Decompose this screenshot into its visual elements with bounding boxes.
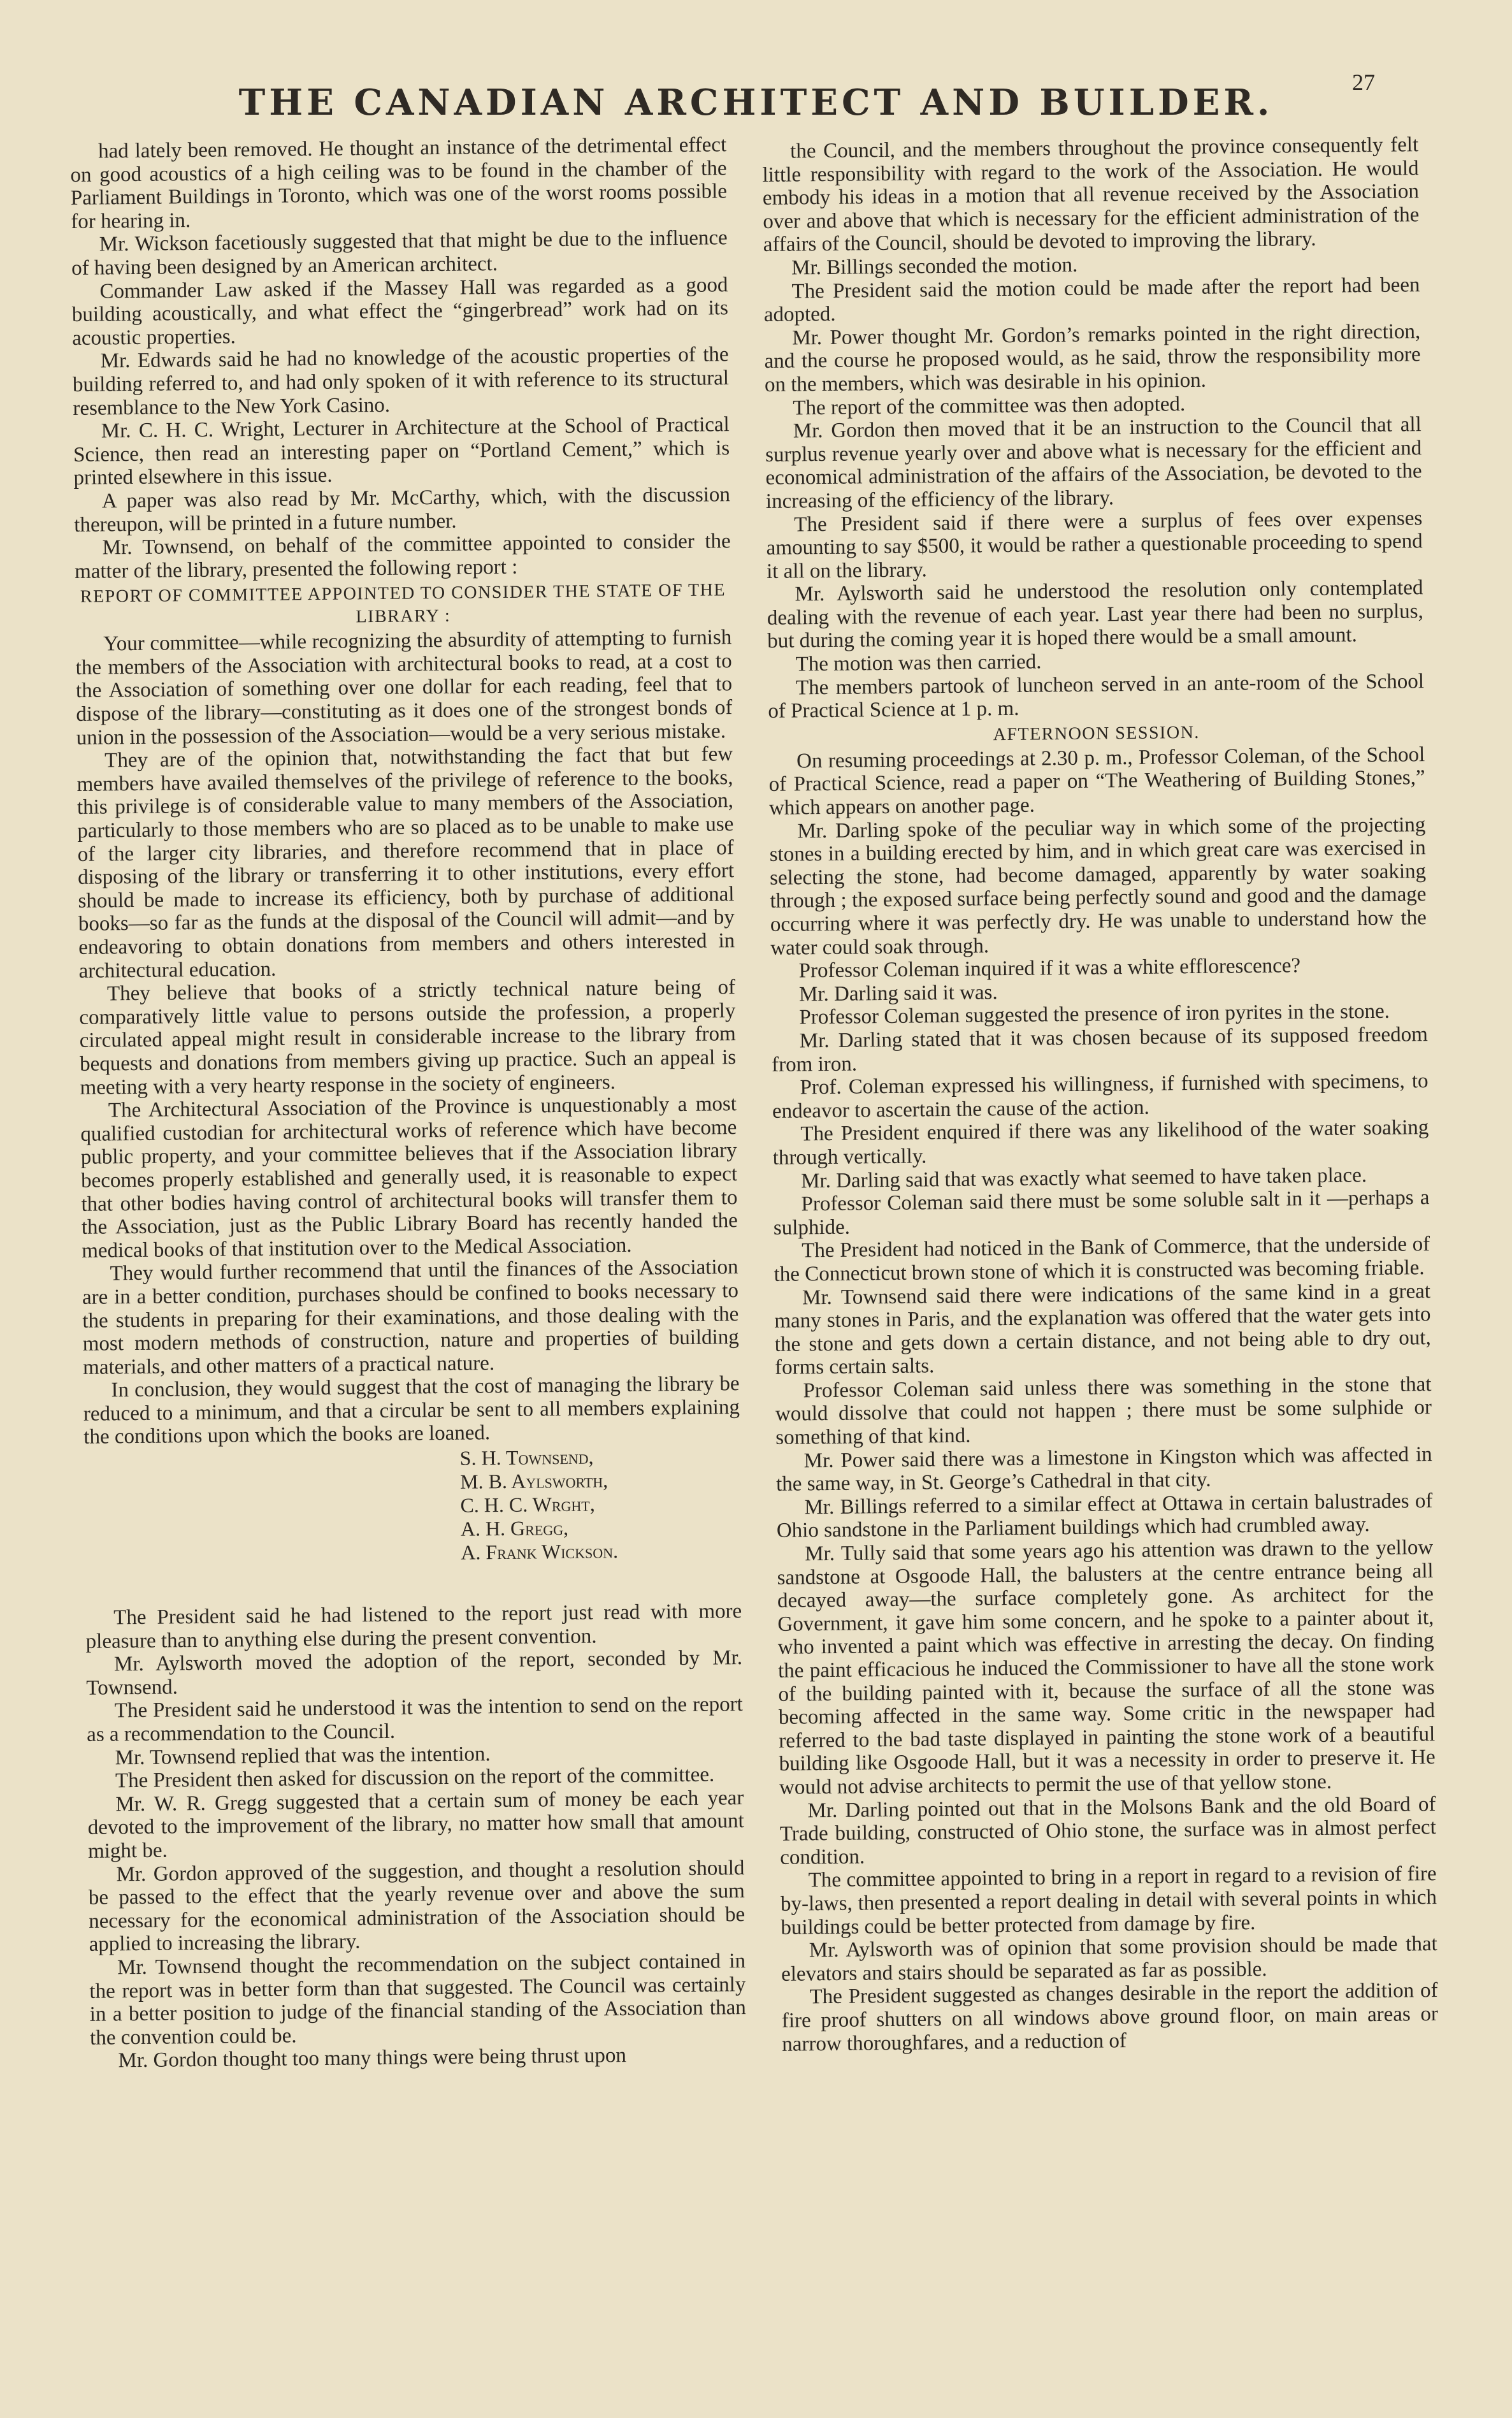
paragraph: Mr. Aylsworth said he understood the resolution only contemplated dealing with the revenue of each year. Last year there had been no surplus, but during the coming year it is hoped there would be a small amount.: [767, 576, 1423, 653]
paragraph: Mr. Darling spoke of the peculiar way in which some of the projecting stones in a building erected by him, and in which great care was exercised in selecting the stone, had become damaged, apparently by water soaking through ; the exposed surface being perfectly sound and good and the damage occurring where it was perfectly dry. He was unable to understand how the water could soak through.: [769, 813, 1427, 960]
paragraph: had lately been removed. He thought an instance of the detrimental effect on good acoustics of a high ceiling was to be found in the chamber of the Parliament Buildings in Toronto, which was one of the worst rooms possible for hearing in.: [70, 133, 728, 233]
paragraph: Mr. Darling pointed out that in the Molsons Bank and the old Board of Trade building, constructed of Ohio stone, the surface was in almost perfect condition.: [779, 1792, 1436, 1869]
discussion-paragraphs: [85, 1600, 747, 2073]
paragraph: The report of the committee was then adopted.: [793, 392, 1186, 420]
paragraph: Professor Coleman suggested the presence of iron pyrites in the stone.: [799, 1000, 1390, 1029]
afternoon-session-heading: AFTERNOON SESSION.: [993, 722, 1200, 745]
paragraph: In conclusion, they would suggest that the cost of managing the library be reduced to a minimum, and that a circular be sent to all members explaining the conditions upon which the books are loaned.: [83, 1372, 740, 1449]
paragraph: The President said the motion could be made after the report had been adopted.: [763, 273, 1420, 327]
paragraph: Mr. Townsend replied that was the intention.: [115, 1742, 491, 1770]
report-body: [75, 626, 740, 1449]
signature-name: A. Frank Wickson.: [461, 1539, 619, 1564]
paragraph: Mr. W. R. Gregg suggested that a certain sum of money be each year devoted to the improvement of the library, no matter how small that amount might be.: [87, 1786, 744, 1863]
paragraph: The Architectural Association of the Province is unquestionably a most qualified custodian for architectural works of reference which have become public property, and your committee believes that if the Association library becomes properly established and generally used, it is reasonable to expect that other bodies having control of architectural books will transfer them to the Association, just as the Public Library Board has recently handed the medical books of that institution over to the Medical Association.: [80, 1092, 738, 1263]
paragraph: A paper was also read by Mr. McCarthy, which, with the discussion thereupon, will be printed in a future number.: [74, 483, 731, 537]
paragraph: Mr. Power thought Mr. Gordon’s remarks pointed in the right direction, and the course he proposed would, as he said, throw the responsibility more on the members, which was desirable in his opinion.: [764, 319, 1421, 396]
paragraph: They believe that books of a strictly technical nature being of comparatively little value to persons outside the profession, a properly circulated appeal might result in considerable increase to the library from bequests and donations from members giving up practice. Such an appeal is meeting with a very hearty response in the society of engineers.: [79, 976, 737, 1099]
paragraph: Mr. Edwards said he had no knowledge of the acoustic properties of the building referred to, and had only spoken of it with reference to its structural resemblance to the New York Casino.: [72, 343, 730, 420]
paragraph: Professor Coleman said there must be some soluble salt in it —perhaps a sulphide.: [773, 1186, 1430, 1240]
paragraph: Mr. Billings referred to a similar effect at Ottawa in certain balustrades of Ohio sandstone in the Parliament buildings which had crumbled away.: [776, 1489, 1433, 1543]
paragraph: Your committee—while recognizing the absurdity of attempting to furnish the members of the Association with architectural books to read, at a cost to the Association of something over one dollar for each reading, feel that to dispose of the library—constituting as it does one of the strongest bonds of union in the possession of the Association—would be a very serious mistake.: [75, 626, 733, 749]
page-number: 27: [1352, 69, 1375, 95]
paragraph: Mr. Tully said that some years ago his attention was drawn to the yellow sandstone at Osgoode Hall, the balusters at the centre entrance being all decayed away—the surface completely gone. As architect for the Government, it gave him some concern, and he spoke to a painter about it, who invented a paint which was effective in arresting the decay. On finding the paint efficacious he induced the Commissioner to have all the stone work of the building painted with it, because the surface of all the stone was becoming affected in the same way. Some critic in the newspaper had referred to the bad taste displayed in painting the stone work of a beautiful building like Osgoode Hall, but it was a necessity in order to preserve it. He would not advise architects to permit the use of that yellow stone.: [777, 1536, 1436, 1799]
paragraph: Mr. Gordon thought too many things were being thrust upon: [118, 2044, 627, 2073]
paragraph: The President said he had listened to the report just read with more pleasure than to anything else during the present convention.: [85, 1600, 742, 1653]
right-column: [762, 133, 1442, 2396]
signature-block: [84, 1444, 742, 1568]
paragraph: Professor Coleman said unless there was something in the stone that would dissolve that could not happen ; there must be some sulphide or something of that kind.: [775, 1372, 1432, 1449]
paragraph: Mr. Power said there was a limestone in Kingston which was affected in the same way, in St. George’s Cathedral in that city.: [775, 1442, 1432, 1496]
paragraph: Mr. Darling stated that it was chosen because of its supposed freedom from iron.: [772, 1023, 1428, 1076]
paragraph: Mr. C. H. C. Wright, Lecturer in Architecture at the School of Practical Science, then read an interesting paper on “Portland Cement,” which is printed elsewhere in this issue.: [73, 413, 730, 490]
paragraph: The President had noticed in the Bank of Commerce, that the underside of the Connecticut brown stone of which it is constructed was becoming friable.: [774, 1233, 1430, 1286]
paragraph: Mr. Aylsworth was of opinion that some provision should be made that elevators and stairs should be separated as far as possible.: [781, 1932, 1437, 1986]
signature-name: C. H. C. Wrght,: [460, 1492, 595, 1517]
paragraph: On resuming proceedings at 2.30 p. m., Professor Coleman, of the School of Practical Science, read a paper on “The Weathering of Building Stones,” which appears on another page.: [768, 743, 1425, 820]
paragraph: Mr. Darling said that was exactly what seemed to have taken place.: [800, 1163, 1367, 1192]
paragraph: The President said if there were a surplus of fees over expenses amounting to say $500, it would be rather a questionable proceeding to spend it all on the library.: [766, 506, 1423, 583]
paragraph: Mr. Aylsworth moved the adoption of the report, seconded by Mr. Townsend.: [86, 1646, 743, 1700]
paragraph: The motion was then carried.: [795, 650, 1042, 676]
paragraph: Professor Coleman inquired if it was a white efflorescence?: [798, 954, 1301, 983]
paragraph: Mr. Townsend said there were indications of the same kind in a great many stones in Paris, and the explanation was offered that the water gets into the stone and gets down a certain distance, and not being able to dry out, forms certain salts.: [774, 1279, 1431, 1380]
paragraph: Mr. Wickson facetiously suggested that that might be due to the influence of having been designed by an American architect.: [71, 226, 728, 280]
paragraph: Mr. Townsend thought the recommendation on the subject contained in the report was in better form than that suggested. The Council was certainly in a better position to judge of the financial standing of the Association than the convention could be.: [89, 1950, 746, 2050]
signature-name: A. H. Gregg,: [460, 1516, 569, 1540]
paragraph: They are of the opinion that, notwithstanding the fact that but few members have availed themselves of the privilege of reference to the books, this privilege is of considerable value to many members of the Association, particularly to those members who are so placed as to be unable to make use of the larger city libraries, and therefore recommend that in place of disposing of the library or transferring it to other institutions, every effort should be made to increase its efficiency, both by purchase of additional books—so far as the funds at the disposal of the Council will admit—and by endeavoring to obtain donations from members and others interested in architectural education.: [76, 742, 735, 983]
paragraph: Mr. Gordon then moved that it be an instruction to the Council that all surplus revenue yearly over and above what is necessary for the efficient and economical administration of the affairs of the Association, be devoted to the increasing of the efficiency of the library.: [765, 413, 1422, 513]
running-title: THE CANADIAN ARCHITECT AND BUILDER.: [238, 82, 1274, 124]
paragraph: Prof. Coleman expressed his willingness, if furnished with specimens, to endeavor to ascertain the cause of the action.: [772, 1069, 1429, 1123]
paragraph: The President then asked for discussion on the report of the committee.: [115, 1763, 715, 1793]
paragraph: The President said he understood it was the intention to send on the report as a recommendation to the Council.: [87, 1693, 743, 1746]
paragraph: The committee appointed to bring in a report in regard to a revision of fire by-laws, then presented a report dealing in detail with several points in which buildings could be better protected from damage by fire.: [780, 1862, 1437, 1939]
paragraph: Mr. Gordon approved of the suggestion, and thought a resolution should be passed to the effect that the yearly revenue over and above the sum necessary for the economical administration of the Association should be applied to increasing the library.: [88, 1856, 745, 1957]
signature-name: S. H. Townsend,: [459, 1445, 594, 1470]
paragraph: Mr. Townsend, on behalf of the committee appointed to consider the matter of the library, presented the following report :: [74, 530, 731, 583]
paragraph: The President enquired if there was any likelihood of the water soaking through vertically.: [772, 1116, 1429, 1169]
paragraph: Commander Law asked if the Massey Hall was regarded as a good building acoustically, and what effect the “gingerbread” work had on its acoustic properties.: [71, 273, 729, 350]
left-paragraphs-group: [70, 133, 731, 583]
afternoon-paragraphs: [768, 743, 1438, 2056]
paragraph: Mr. Darling said it was.: [798, 980, 998, 1006]
left-column: [70, 133, 750, 2396]
page-header: [0, 0, 1512, 127]
paragraph: The members partook of luncheon served in an ante-room of the School of Practical Science at 1 p. m.: [768, 669, 1425, 723]
report-heading: REPORT OF COMMITTEE APPOINTED TO CONSIDER THE STATE OF THE LIBRARY :: [80, 580, 726, 627]
paragraph: the Council, and the members throughout the province consequently felt little responsibility with regard to the work of the Association. He would embody his ideas in a motion that all revenue received by the Association over and above that which is necessary for the efficient administration of the affairs of the Council, should be devoted to improving the library.: [762, 133, 1420, 257]
right-paragraphs-group: [762, 133, 1425, 723]
paragraph: The President suggested as changes desirable in the report the addition of fire proof shutters on all windows above ground floor, on main areas or narrow thoroughfares, and a reduction of: [781, 1979, 1439, 2056]
signature-name: M. B. Aylsworth,: [459, 1468, 608, 1493]
paragraph: Mr. Billings seconded the motion.: [791, 253, 1078, 280]
paragraph: They would further recommend that until the finances of the Association are in a better condition, purchases should be confined to books necessary to the students in preparing for their examinations, and those dealing with the most modern methods of construction, nature and properties of building materials, and other matters of a practical nature.: [82, 1256, 739, 1379]
